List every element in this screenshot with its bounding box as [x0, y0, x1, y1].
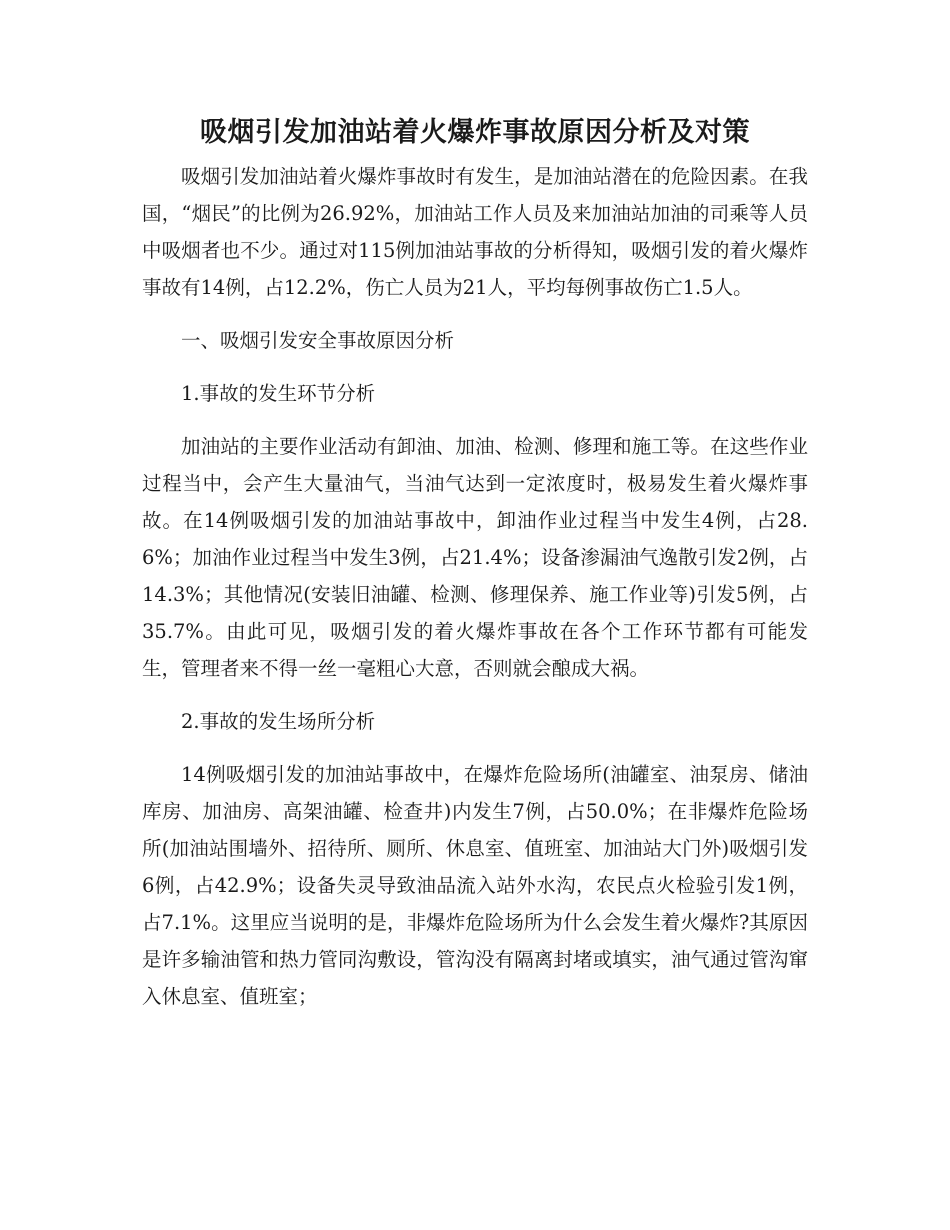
intro-paragraph: 吸烟引发加油站着火爆炸事故时有发生，是加油站潜在的危险因素。在我国，“烟民”的比例为26.92%，加油站工作人员及来加油站加油的司乘等人员中吸烟者也不少。通过对115例加油站事故的分析得知，吸烟引发的着火爆炸事故有14例，占12.2%，伤亡人员为21人，平均每例事故伤亡1.5人。 — [142, 165, 808, 299]
subsection-heading-1: 1.事故的发生环节分析 — [181, 382, 376, 405]
subsection-heading-2: 2.事故的发生场所分析 — [181, 710, 376, 733]
spacer — [142, 359, 808, 375]
subsection-body-1: 加油站的主要作业活动有卸油、加油、检测、修理和施工等。在这些作业过程当中，会产生大量油气，当油气达到一定浓度时，极易发生着火爆炸事故。在14例吸烟引发的加油站事故中，卸油作业过程当中发生4例，占28.6%；加油作业过程当中发生3例，占21.4%；设备渗漏油气逸散引发2例，占14.3%；其他情况(安装旧油罐、检测、修理保养、施工作业等)引发5例，占35.7%。由此可见，吸烟引发的着火爆炸事故在各个工作环节都有可能发生，管理者来不得一丝一毫粗心大意，否则就会酿成大祸。 — [142, 435, 808, 680]
spacer — [142, 740, 808, 756]
section-heading: 一、吸烟引发安全事故原因分析 — [181, 329, 455, 352]
subsection-body-2: 14例吸烟引发的加油站事故中，在爆炸危险场所(油罐室、油泵房、储油库房、加油房、高架油罐、检查井)内发生7例，占50.0%；在非爆炸危险场所(加油站围墙外、招待所、厕所、休息室、值班室、加油站大门外)吸烟引发6例，占42.9%；设备失灵导致油品流入站外水沟，农民点火检验引发1例，占7.1%。这里应当说明的是，非爆炸危险场所为什么会发生着火爆炸?其原因是许多输油管和热力管同沟敷设，管沟没有隔离封堵或填实，油气通过管沟窜入休息室、值班室； — [142, 763, 808, 1008]
spacer — [142, 687, 808, 703]
document-title: 吸烟引发加油站着火爆炸事故原因分析及对策 — [200, 117, 750, 148]
document-page — [142, 108, 808, 1015]
spacer — [142, 306, 808, 322]
spacer — [142, 412, 808, 428]
